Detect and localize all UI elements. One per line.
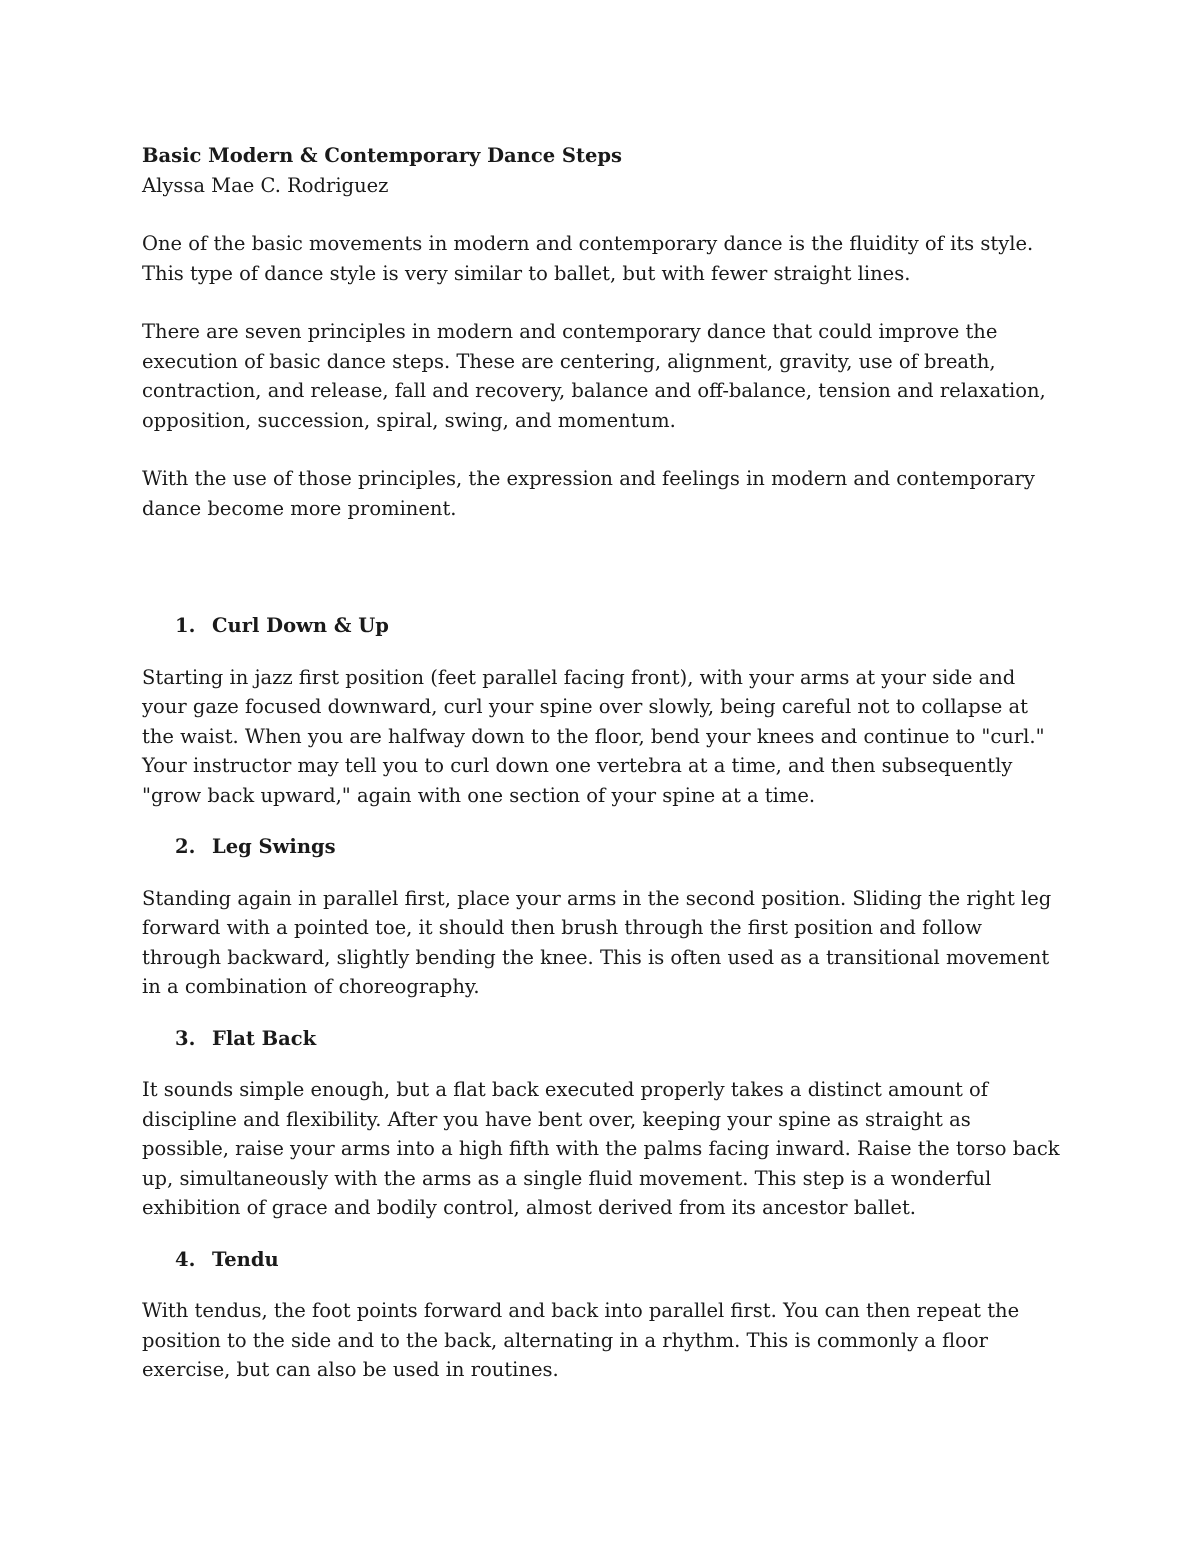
section-spacer [142,552,1062,611]
step-number: 1. [175,614,196,637]
step-description: Standing again in parallel first, place your arms in the second position. Sliding the right leg forward with a pointed toe, it should then brush through the first position and follow through backward, slightly bending the knee. This is often used as a transitional movement in a combination of choreography. [142,886,1052,998]
step-heading [142,1024,1062,1054]
step-description: With tendus, the foot points forward and back into parallel first. You can then repeat the position to the side and to the back, alternating in a rhythm. This is commonly a floor exercise, but can also be used in routines. [142,1299,1020,1381]
step-heading [142,611,1062,641]
step-heading [142,832,1062,862]
step-title: Leg Swings [212,835,336,858]
step-number: 2. [175,835,196,858]
step-title: Flat Back [212,1026,317,1050]
document-title: Basic Modern & Contemporary Dance Steps [142,144,623,167]
intro-paragraph: There are seven principles in modern and contemporary dance that could improve the execution of basic dance steps. These are centering, alignment, gravity, use of breath, contraction, and release, fall and recovery, balance and off-balance, tension and relaxation, opposition, succession, spiral, swing, and momentum. [142,320,1046,432]
intro-paragraph: With the use of those principles, the expression and feelings in modern and contemporary dance become more prominent. [142,467,1035,520]
step-number: 3. [175,1026,196,1050]
step-description: Starting in jazz first position (feet parallel facing front), with your arms at your side and your gaze focused downward, curl your spine over slowly, being careful not to collapse at the waist. When you are halfway down to the floor, bend your knees and continue to "curl." Your instructor may tell you to curl down one vertebra at a time, and then subsequently "grow back upward," again with one section of your spine at a time. [142,665,1045,807]
document-author: Alyssa Mae C. Rodriguez [142,173,389,197]
step-number: 4. [175,1247,196,1271]
step-title: Curl Down & Up [212,614,389,637]
step-description: It sounds simple enough, but a flat back executed properly takes a distinct amount of discipline and flexibility. After you have bent over, keeping your spine as straight as possible, raise your arms into a high fifth with the palms facing inward. Raise the torso back up, simultaneously with the arms as a single fluid movement. This step is a wonderful exhibition of grace and bodily control, almost derived from its ancestor ballet. [142,1078,1060,1219]
step-title: Tendu [212,1247,279,1271]
document-page [142,141,1062,1407]
intro-paragraph: One of the basic movements in modern and contemporary dance is the fluidity of its style. This type of dance style is very similar to ballet, but with fewer straight lines. [142,232,1034,285]
step-heading [142,1245,1062,1275]
